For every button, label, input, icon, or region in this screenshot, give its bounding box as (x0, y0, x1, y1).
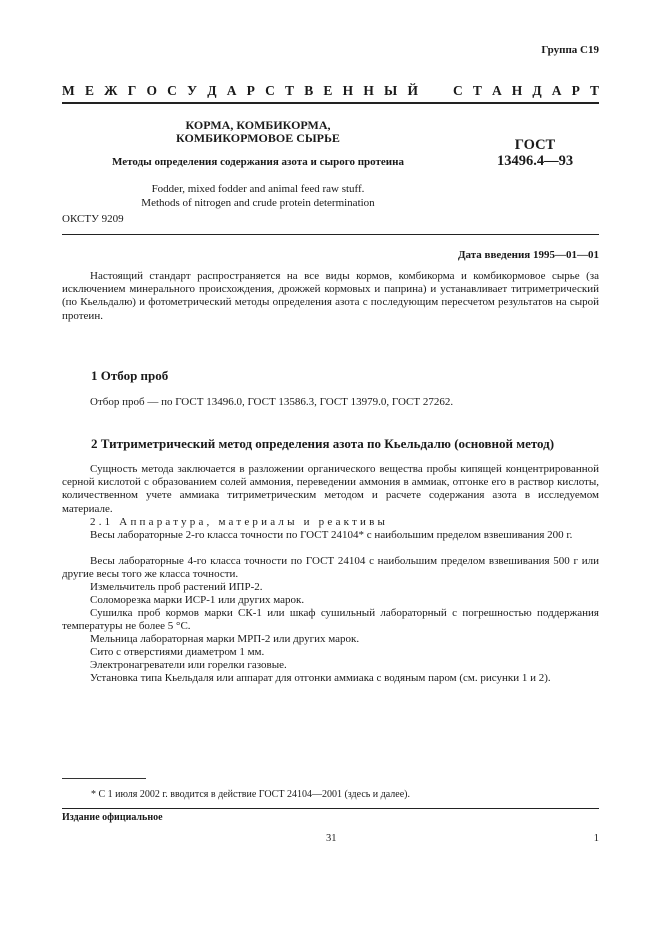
interstate-word: М Е Ж Г О С У Д А Р С Т В Е Н Н Ы Й (62, 83, 418, 98)
equipment-item: Весы лабораторные 2-го класса точности по ГОСТ 24104* с наибольшим пределом взвешивания 200 г. (90, 529, 573, 541)
equipment-item: Установка типа Кьельдаля или аппарат для отгонки аммиака с водяным паром (см. рисунки 1 и 2). (90, 672, 551, 684)
title-line-2: КОМБИКОРМОВОЕ СЫРЬЕ (176, 131, 340, 145)
english-title (100, 182, 416, 210)
section-2-essence: Сущность метода заключается в разложении органического вещества пробы кипящей концентрированной серной кислотой с образованием солей аммония, переведении аммония в аммиак, отгонке его в раствор кислоты, количественном учете аммиака титриметрическим методом и расчете содержания азота в исследуемом материале. (62, 463, 599, 515)
gost-label: ГОСТ (514, 137, 556, 153)
equipment-item: Электронагреватели или горелки газовые. (90, 659, 287, 671)
section-1-heading: 1 Отбор проб (91, 368, 169, 383)
section-1-text: Отбор проб — по ГОСТ 13496.0, ГОСТ 13586.3, ГОСТ 13979.0, ГОСТ 27262. (90, 396, 454, 408)
equipment-item: Сито с отверстиями диаметром 1 мм. (90, 646, 265, 658)
equipment-item: Мельница лабораторная марки МРП-2 или других марок. (90, 633, 360, 645)
subsection-2-1-heading: 2.1 Аппаратура, материалы и реактивы (90, 516, 389, 528)
document-title (148, 119, 368, 145)
page-index: 1 (593, 833, 599, 844)
footnote-rule (62, 778, 146, 779)
interstate-standard-header (62, 83, 599, 99)
gost-code: 13496.4—93 (496, 153, 574, 169)
english-title-line-2: Methods of nitrogen and crude protein determination (141, 197, 375, 209)
equipment-item: Соломорезка марки ИСР-1 или других марок. (90, 594, 305, 606)
official-edition-label: Издание официальное (62, 812, 163, 823)
footnote: * С 1 июля 2002 г. вводится в действие ГОСТ 24104—2001 (здесь и далее). (91, 789, 410, 800)
title-line-1: КОРМА, КОМБИКОРМА, (185, 118, 331, 132)
english-title-line-1: Fodder, mixed fodder and animal feed raw stuff. (151, 183, 365, 195)
standard-word: С Т А Н Д А Р Т (453, 83, 599, 98)
equipment-item: Измельчитель проб растений ИПР-2. (90, 581, 263, 593)
gost-number (470, 137, 600, 169)
introduction-date: Дата введения 1995—01—01 (457, 249, 599, 261)
okstu-code: ОКСТУ 9209 (62, 213, 124, 225)
header-rule (62, 102, 599, 104)
document-subtitle: Методы определения содержания азота и сырого протеина (112, 156, 404, 168)
title-rule (62, 234, 599, 235)
footer-rule (62, 808, 599, 809)
equipment-item: Весы лабораторные 4-го класса точности по ГОСТ 24104 с наибольшим пределом взвешивания 500 г или другие весы того же класса точности. (62, 555, 599, 581)
group-code: Группа С19 (541, 44, 599, 56)
section-2-heading: 2 Титриметрический метод определения азота по Кьельдалю (основной метод) (91, 436, 555, 451)
page-number: 31 (326, 833, 337, 844)
intro-paragraph: Настоящий стандарт распространяется на все виды кормов, комбикорма и комбикормовое сырье (за исключением минерального происхождения, дрожжей кормовых и паприна) и устанавливает титриметрический (по Кьельдалю) и фотометрический методы определения азота с последующим пересчетом результатов на сырой протеин. (62, 270, 599, 322)
equipment-item: Сушилка проб кормов марки СК-1 или шкаф сушильный лабораторный с погрешностью поддержания температуры не более 5 °С. (62, 607, 599, 633)
